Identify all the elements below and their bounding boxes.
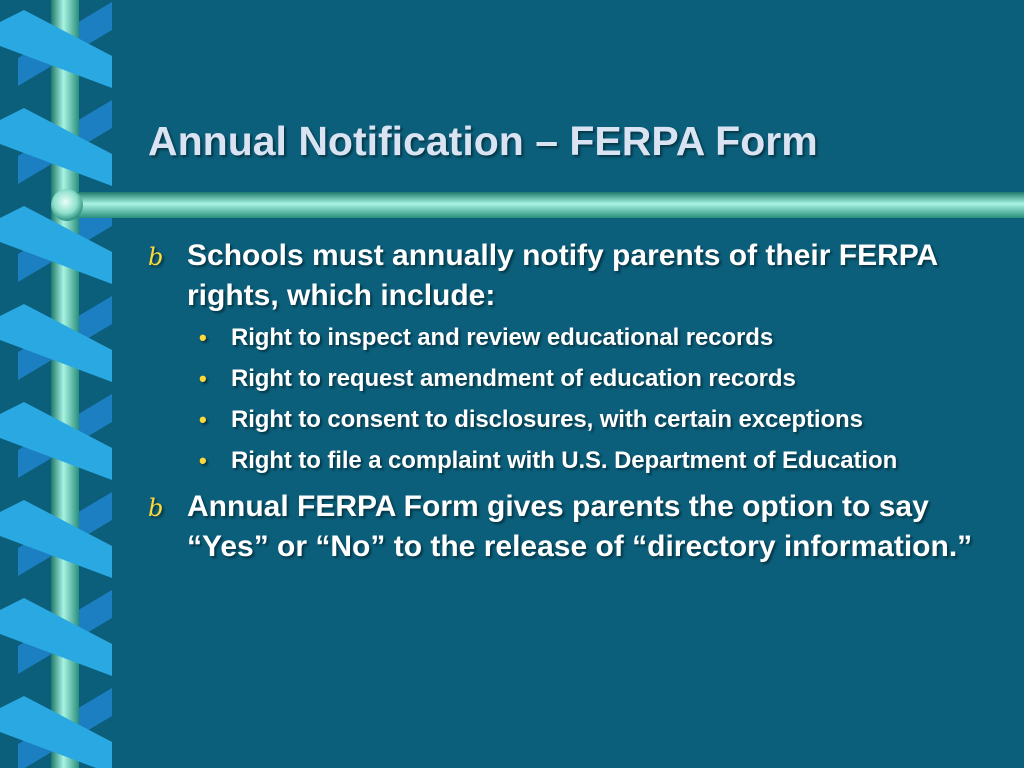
sub-bullet-text: Right to file a complaint with U.S. Department of Education [231,447,898,474]
bullet-text: Schools must annually notify parents of their FERPA rights, which include: [187,239,938,312]
horizontal-rod [64,192,1024,218]
sub-bullet-item [146,363,1012,395]
bullet-item-1 [146,236,1012,316]
sub-bullet-item [146,404,1012,436]
dot-bullet-icon: • [199,325,207,350]
sub-bullet-item [146,322,1012,354]
rod-knob [51,189,83,221]
dot-bullet-icon: • [199,407,207,432]
slide-title: Annual Notification – FERPA Form [148,118,818,164]
slide-body [146,236,1012,572]
bullet-text: Annual FERPA Form gives parents the option to say “Yes” or “No” to the release of “directory information.” [187,490,973,563]
sub-bullet-item [146,445,1012,477]
sub-bullet-list [146,322,1012,477]
sub-bullet-text: Right to inspect and review educational records [231,324,774,351]
bullet-item-2 [146,487,1012,567]
dot-bullet-icon: • [199,448,207,473]
sub-bullet-text: Right to request amendment of education records [231,365,796,392]
sub-bullet-text: Right to consent to disclosures, with certain exceptions [231,406,863,433]
bullet-icon: b [148,243,164,271]
dot-bullet-icon: • [199,366,207,391]
bullet-icon: b [148,494,164,522]
